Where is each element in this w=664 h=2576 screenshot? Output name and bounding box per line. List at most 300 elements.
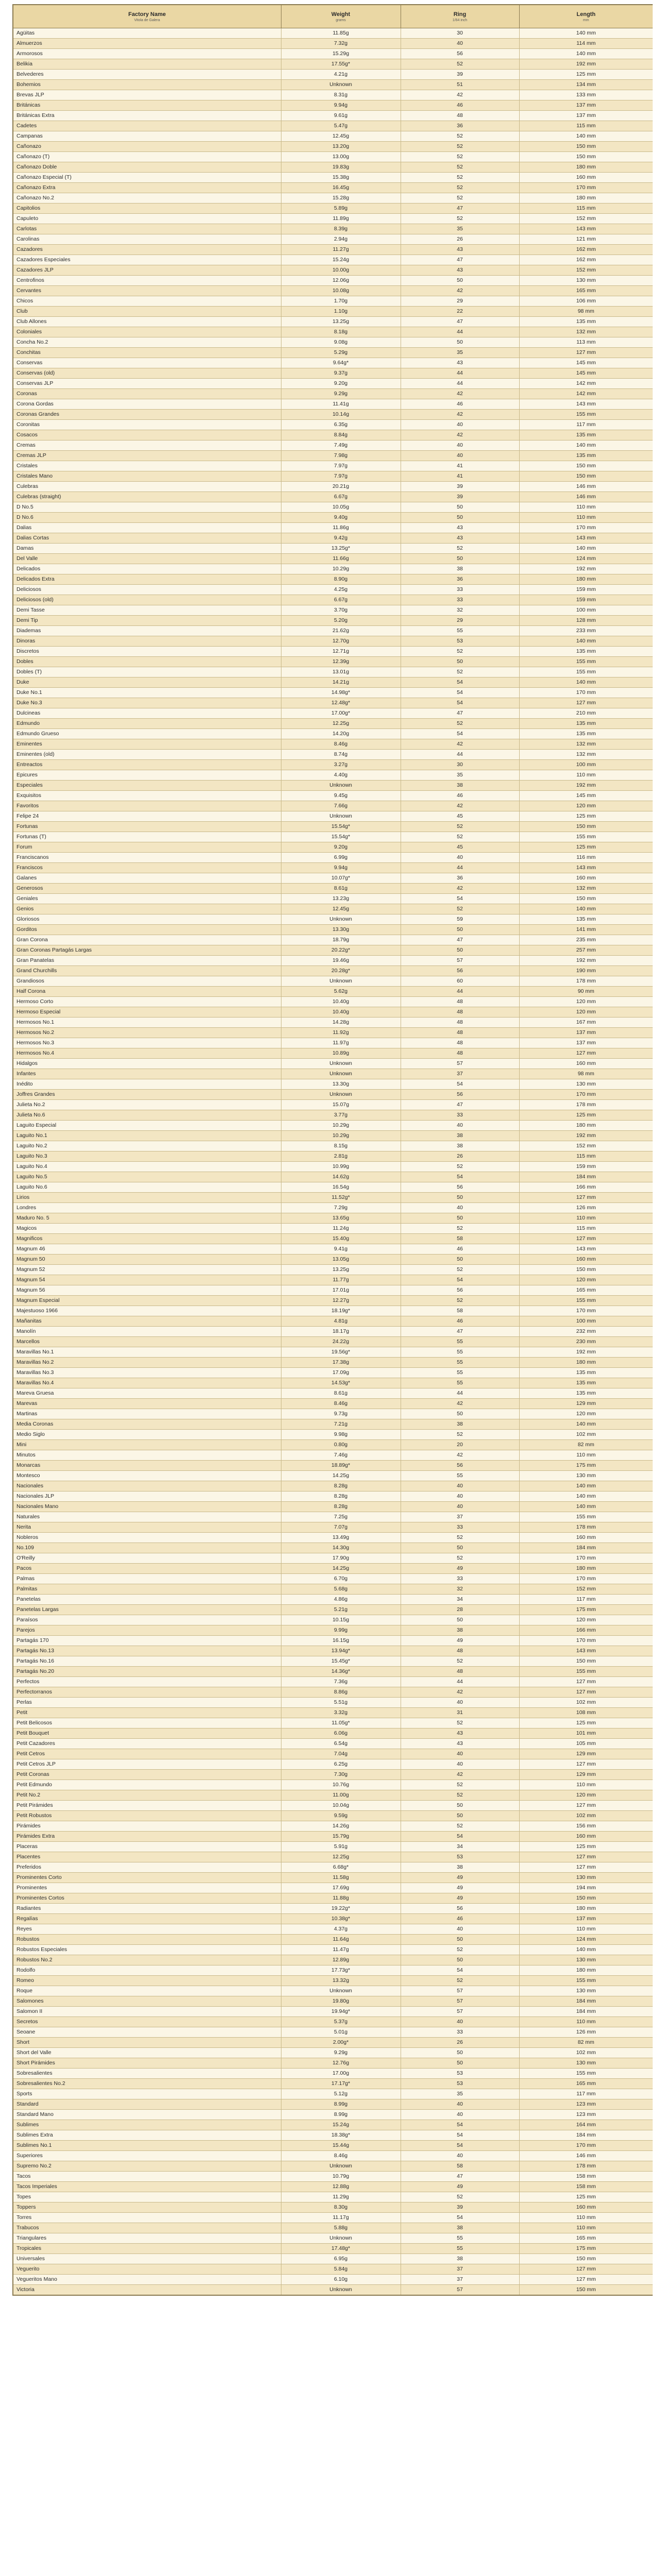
cell-ring: 46	[401, 791, 519, 801]
cell-weight: 19.80g	[281, 1996, 401, 2007]
cell-ring: 56	[401, 966, 519, 976]
cell-length: 155 mm	[519, 1512, 653, 1522]
cell-factory-name: Capuleto	[13, 214, 281, 224]
cell-ring: 42	[401, 884, 519, 894]
table-row	[13, 2254, 653, 2264]
cell-factory-name: Short del Valle	[13, 2048, 281, 2058]
cell-ring: 53	[401, 1852, 519, 1862]
table-row	[13, 1069, 653, 1079]
cell-weight: 21.62g	[281, 626, 401, 636]
table-row	[13, 2141, 653, 2151]
cell-factory-name: Cañonazo Especial (T)	[13, 173, 281, 183]
cell-length: 192 mm	[519, 1347, 653, 1358]
cell-length: 192 mm	[519, 564, 653, 574]
cell-length: 116 mm	[519, 853, 653, 863]
table-row	[13, 1347, 653, 1358]
cell-weight: 8.46g	[281, 2151, 401, 2161]
cell-length: 140 mm	[519, 1492, 653, 1502]
cell-ring: 22	[401, 307, 519, 317]
cell-factory-name: Tacos	[13, 2172, 281, 2182]
cell-factory-name: Laguito No.2	[13, 1141, 281, 1151]
cell-ring: 52	[401, 1553, 519, 1564]
cell-ring: 43	[401, 533, 519, 544]
cell-length: 152 mm	[519, 1141, 653, 1151]
table-row	[13, 2007, 653, 2017]
cell-length: 194 mm	[519, 1883, 653, 1893]
cell-factory-name: Dinoras	[13, 636, 281, 647]
table-row	[13, 471, 653, 482]
cell-factory-name: Pirámides Extra	[13, 1832, 281, 1842]
cell-factory-name: Cañonazo Doble	[13, 162, 281, 173]
cell-ring: 20	[401, 1440, 519, 1450]
cell-ring: 37	[401, 2275, 519, 2285]
cell-weight: 10.40g	[281, 997, 401, 1007]
cell-ring: 33	[401, 2027, 519, 2038]
cell-ring: 50	[401, 1409, 519, 1419]
cell-ring: 52	[401, 719, 519, 729]
table-row	[13, 677, 653, 688]
cell-length: 143 mm	[519, 863, 653, 873]
cell-factory-name: Cervantes	[13, 286, 281, 296]
cell-ring: 52	[401, 183, 519, 193]
cell-factory-name: Julieta No.2	[13, 1100, 281, 1110]
table-row	[13, 420, 653, 430]
cell-factory-name: Radiantes	[13, 1904, 281, 1914]
cell-length: 175 mm	[519, 1461, 653, 1471]
cell-factory-name: Duke No.3	[13, 698, 281, 708]
cell-factory-name: Panetelas Largas	[13, 1605, 281, 1615]
cell-length: 160 mm	[519, 873, 653, 884]
cell-length: 125 mm	[519, 70, 653, 80]
cell-ring: 29	[401, 296, 519, 307]
cell-weight: 12.27g	[281, 1296, 401, 1306]
cell-factory-name: Magnum 52	[13, 1265, 281, 1275]
cell-length: 121 mm	[519, 234, 653, 245]
cell-ring: 32	[401, 1584, 519, 1595]
cell-weight: 11.77g	[281, 1275, 401, 1285]
cell-length: 184 mm	[519, 1172, 653, 1182]
cell-ring: 40	[401, 2017, 519, 2027]
table-row	[13, 1584, 653, 1595]
table-row	[13, 698, 653, 708]
table-row	[13, 1883, 653, 1893]
cell-ring: 54	[401, 698, 519, 708]
cell-length: 100 mm	[519, 760, 653, 770]
cell-factory-name: Lirios	[13, 1193, 281, 1203]
cell-length: 143 mm	[519, 399, 653, 410]
table-row	[13, 1914, 653, 1924]
cell-weight: 13.30g	[281, 1079, 401, 1090]
cell-weight: 16.54g	[281, 1182, 401, 1193]
cell-weight: 7.36g	[281, 1677, 401, 1687]
cell-weight: 13.30g	[281, 925, 401, 935]
cell-factory-name: Galanes	[13, 873, 281, 884]
table-row	[13, 2038, 653, 2048]
cell-weight: Unknown	[281, 1986, 401, 1996]
cell-factory-name: Cristales Mano	[13, 471, 281, 482]
cell-length: 170 mm	[519, 2141, 653, 2151]
cell-ring: 47	[401, 1100, 519, 1110]
table-row	[13, 2172, 653, 2182]
cell-length: 110 mm	[519, 1924, 653, 1935]
vitola-table-container	[12, 4, 653, 2576]
cell-factory-name: O'Reilly	[13, 1553, 281, 1564]
cell-ring: 52	[401, 1656, 519, 1667]
cell-factory-name: Forum	[13, 842, 281, 853]
table-row	[13, 1100, 653, 1110]
cell-factory-name: Palmas	[13, 1574, 281, 1584]
cell-ring: 37	[401, 1069, 519, 1079]
table-row	[13, 410, 653, 420]
cell-length: 137 mm	[519, 1914, 653, 1924]
cell-weight: 20.21g	[281, 482, 401, 492]
table-header	[13, 5, 653, 28]
cell-factory-name: Inédito	[13, 1079, 281, 1090]
cell-weight: 13.23g	[281, 894, 401, 904]
cell-weight: 12.45g	[281, 904, 401, 914]
cell-factory-name: Preferidos	[13, 1862, 281, 1873]
cell-weight: 10.79g	[281, 2172, 401, 2182]
cell-weight: 11.41g	[281, 399, 401, 410]
cell-ring: 52	[401, 544, 519, 554]
cell-factory-name: Salomon II	[13, 2007, 281, 2017]
table-row	[13, 1481, 653, 1492]
cell-weight: 14.36g*	[281, 1667, 401, 1677]
cell-factory-name: Almuerzos	[13, 39, 281, 49]
cell-factory-name: Maduro No. 5	[13, 1213, 281, 1224]
cell-length: 233 mm	[519, 626, 653, 636]
cell-length: 160 mm	[519, 1832, 653, 1842]
cell-weight: Unknown	[281, 976, 401, 987]
cell-length: 170 mm	[519, 1090, 653, 1100]
cell-length: 192 mm	[519, 956, 653, 966]
cell-length: 113 mm	[519, 337, 653, 348]
table-row	[13, 647, 653, 657]
cell-ring: 39	[401, 482, 519, 492]
cell-factory-name: Hermosos No.3	[13, 1038, 281, 1048]
cell-ring: 46	[401, 1244, 519, 1255]
cell-length: 125 mm	[519, 1842, 653, 1852]
cell-length: 152 mm	[519, 214, 653, 224]
cell-factory-name: Torres	[13, 2213, 281, 2223]
cell-weight: 4.86g	[281, 1595, 401, 1605]
cell-factory-name: Coronitas	[13, 420, 281, 430]
cell-factory-name: Felipe 24	[13, 811, 281, 822]
table-row	[13, 183, 653, 193]
cell-ring: 44	[401, 1388, 519, 1399]
cell-factory-name: Franciscos	[13, 863, 281, 873]
cell-factory-name: Standard Mano	[13, 2110, 281, 2120]
cell-ring: 40	[401, 1502, 519, 1512]
cell-length: 135 mm	[519, 451, 653, 461]
cell-weight: 7.46g	[281, 1450, 401, 1461]
cell-weight: 17.09g	[281, 1368, 401, 1378]
table-row	[13, 801, 653, 811]
cell-ring: 39	[401, 2202, 519, 2213]
cell-length: 192 mm	[519, 781, 653, 791]
cell-length: 135 mm	[519, 430, 653, 440]
cell-length: 132 mm	[519, 750, 653, 760]
cell-factory-name: Hermosos No.4	[13, 1048, 281, 1059]
cell-weight: 18.19g*	[281, 1306, 401, 1316]
table-row	[13, 523, 653, 533]
cell-factory-name: Laguito No.4	[13, 1162, 281, 1172]
cell-ring: 55	[401, 1368, 519, 1378]
cell-ring: 47	[401, 204, 519, 214]
cell-length: 117 mm	[519, 1595, 653, 1605]
table-row	[13, 914, 653, 925]
cell-factory-name: Magnificos	[13, 1234, 281, 1244]
table-row	[13, 90, 653, 100]
cell-length: 120 mm	[519, 1007, 653, 1018]
cell-ring: 52	[401, 173, 519, 183]
cell-weight: 10.08g	[281, 286, 401, 296]
cell-factory-name: Hermosos No.1	[13, 1018, 281, 1028]
cell-factory-name: Half Corona	[13, 987, 281, 997]
cell-ring: 50	[401, 945, 519, 956]
cell-ring: 50	[401, 337, 519, 348]
cell-factory-name: Partagás No.20	[13, 1667, 281, 1677]
table-row	[13, 1285, 653, 1296]
table-row	[13, 2285, 653, 2296]
cell-length: 140 mm	[519, 1502, 653, 1512]
cell-ring: 54	[401, 1172, 519, 1182]
table-row	[13, 842, 653, 853]
cell-length: 125 mm	[519, 1110, 653, 1121]
table-row	[13, 430, 653, 440]
cell-ring: 38	[401, 564, 519, 574]
cell-ring: 52	[401, 1945, 519, 1955]
table-row	[13, 811, 653, 822]
cell-weight: 10.38g*	[281, 1914, 401, 1924]
table-row	[13, 1121, 653, 1131]
cell-length: 130 mm	[519, 1471, 653, 1481]
cell-factory-name: Delicados	[13, 564, 281, 574]
cell-factory-name: Conservas (old)	[13, 368, 281, 379]
cell-weight: 10.40g	[281, 1007, 401, 1018]
cell-weight: 7.98g	[281, 451, 401, 461]
cell-weight: 11.64g	[281, 1935, 401, 1945]
table-row	[13, 739, 653, 750]
cell-factory-name: Mañanitas	[13, 1316, 281, 1327]
cell-length: 110 mm	[519, 513, 653, 523]
cell-ring: 49	[401, 1873, 519, 1883]
cell-length: 127 mm	[519, 1759, 653, 1770]
header-row	[13, 5, 653, 28]
cell-weight: 7.07g	[281, 1522, 401, 1533]
cell-ring: 46	[401, 1914, 519, 1924]
cell-length: 162 mm	[519, 245, 653, 255]
cell-factory-name: Magnum 54	[13, 1275, 281, 1285]
cell-factory-name: Coronas	[13, 389, 281, 399]
cell-factory-name: Belikia	[13, 59, 281, 70]
table-row	[13, 1090, 653, 1100]
table-row	[13, 296, 653, 307]
cell-weight: 6.68g*	[281, 1862, 401, 1873]
cell-length: 146 mm	[519, 482, 653, 492]
table-row	[13, 327, 653, 337]
cell-weight: 17.17g*	[281, 2079, 401, 2089]
cell-factory-name: Medio Siglo	[13, 1430, 281, 1440]
cell-ring: 52	[401, 162, 519, 173]
cell-ring: 52	[401, 1224, 519, 1234]
cell-ring: 38	[401, 781, 519, 791]
cell-ring: 55	[401, 1358, 519, 1368]
cell-length: 127 mm	[519, 1687, 653, 1698]
cell-weight: 9.64g*	[281, 358, 401, 368]
cell-weight: 17.38g	[281, 1358, 401, 1368]
cell-length: 155 mm	[519, 1667, 653, 1677]
table-row	[13, 214, 653, 224]
table-row	[13, 945, 653, 956]
cell-factory-name: Cristales	[13, 461, 281, 471]
cell-weight: 14.53g*	[281, 1378, 401, 1388]
table-row	[13, 1244, 653, 1255]
cell-weight: 10.00g	[281, 265, 401, 276]
cell-weight: 14.98g*	[281, 688, 401, 698]
cell-weight: 12.76g	[281, 2058, 401, 2069]
cell-ring: 42	[401, 801, 519, 811]
cell-factory-name: Panetelas	[13, 1595, 281, 1605]
cell-ring: 47	[401, 317, 519, 327]
cell-weight: 10.15g	[281, 1615, 401, 1625]
cell-weight: 17.00g*	[281, 708, 401, 719]
cell-ring: 46	[401, 1316, 519, 1327]
cell-length: 130 mm	[519, 2058, 653, 2069]
cell-ring: 54	[401, 1079, 519, 1090]
cell-weight: 7.32g	[281, 39, 401, 49]
table-row	[13, 245, 653, 255]
cell-factory-name: Petit Robustos	[13, 1811, 281, 1821]
cell-length: 135 mm	[519, 719, 653, 729]
table-row	[13, 70, 653, 80]
cell-length: 141 mm	[519, 925, 653, 935]
cell-weight: 1.70g	[281, 296, 401, 307]
table-row	[13, 1368, 653, 1378]
cell-ring: 50	[401, 1213, 519, 1224]
cell-factory-name: Perfectorranos	[13, 1687, 281, 1698]
cell-factory-name: Cañonazo No.2	[13, 193, 281, 204]
cell-weight: 10.04g	[281, 1801, 401, 1811]
cell-factory-name: Culebras	[13, 482, 281, 492]
cell-ring: 51	[401, 80, 519, 90]
cell-ring: 48	[401, 1028, 519, 1038]
cell-factory-name: Partagás No.13	[13, 1646, 281, 1656]
table-row	[13, 832, 653, 842]
cell-weight: 19.22g*	[281, 1904, 401, 1914]
cell-ring: 54	[401, 1275, 519, 1285]
table-row	[13, 1028, 653, 1038]
cell-length: 102 mm	[519, 1430, 653, 1440]
table-row	[13, 966, 653, 976]
cell-factory-name: Laguito No.1	[13, 1131, 281, 1141]
table-row	[13, 1646, 653, 1656]
table-row	[13, 348, 653, 358]
cell-weight: 5.68g	[281, 1584, 401, 1595]
table-row	[13, 719, 653, 729]
cell-ring: 57	[401, 2285, 519, 2296]
cell-weight: 14.28g	[281, 1018, 401, 1028]
cell-ring: 52	[401, 1533, 519, 1543]
cell-factory-name: Grandiosos	[13, 976, 281, 987]
cell-ring: 52	[401, 904, 519, 914]
cell-length: 180 mm	[519, 1358, 653, 1368]
cell-length: 110 mm	[519, 2213, 653, 2223]
cell-factory-name: D No.6	[13, 513, 281, 523]
cell-ring: 50	[401, 1955, 519, 1965]
cell-ring: 48	[401, 1007, 519, 1018]
cell-weight: 8.99g	[281, 2110, 401, 2120]
table-row	[13, 2058, 653, 2069]
cell-length: 124 mm	[519, 554, 653, 564]
cell-factory-name: Londres	[13, 1203, 281, 1213]
table-row	[13, 2275, 653, 2285]
cell-factory-name: Palmitas	[13, 1584, 281, 1595]
cell-weight: 7.97g	[281, 461, 401, 471]
cell-weight: 10.99g	[281, 1162, 401, 1172]
table-row	[13, 1625, 653, 1636]
cell-ring: 36	[401, 121, 519, 131]
cell-weight: 2.81g	[281, 1151, 401, 1162]
cell-ring: 38	[401, 1625, 519, 1636]
table-row	[13, 1945, 653, 1955]
cell-factory-name: Hermoso Corto	[13, 997, 281, 1007]
cell-ring: 50	[401, 925, 519, 935]
cell-ring: 58	[401, 2161, 519, 2172]
cell-factory-name: Triangulares	[13, 2233, 281, 2244]
cell-factory-name: Favoritos	[13, 801, 281, 811]
cell-length: 145 mm	[519, 358, 653, 368]
table-row	[13, 2027, 653, 2038]
cell-length: 150 mm	[519, 152, 653, 162]
cell-length: 140 mm	[519, 1481, 653, 1492]
table-row	[13, 1749, 653, 1759]
cell-factory-name: Dalias Cortas	[13, 533, 281, 544]
cell-factory-name: No.109	[13, 1543, 281, 1553]
cell-length: 126 mm	[519, 1203, 653, 1213]
cell-ring: 35	[401, 348, 519, 358]
cell-weight: 17.01g	[281, 1285, 401, 1296]
cell-factory-name: Prominentes Corto	[13, 1873, 281, 1883]
cell-length: 115 mm	[519, 1224, 653, 1234]
cell-length: 101 mm	[519, 1728, 653, 1739]
cell-weight: 5.84g	[281, 2264, 401, 2275]
cell-weight: 4.21g	[281, 70, 401, 80]
cell-factory-name: Paraísos	[13, 1615, 281, 1625]
cell-ring: 60	[401, 976, 519, 987]
cell-factory-name: Universales	[13, 2254, 281, 2264]
cell-ring: 34	[401, 1842, 519, 1852]
cell-weight: 15.38g	[281, 173, 401, 183]
table-row	[13, 1275, 653, 1285]
table-row	[13, 1007, 653, 1018]
cell-weight: 8.84g	[281, 430, 401, 440]
cell-ring: 54	[401, 2213, 519, 2223]
cell-length: 102 mm	[519, 1811, 653, 1821]
table-row	[13, 1203, 653, 1213]
table-row	[13, 1687, 653, 1698]
cell-length: 127 mm	[519, 698, 653, 708]
table-row	[13, 80, 653, 90]
table-row	[13, 935, 653, 945]
cell-weight: 2.00g*	[281, 2038, 401, 2048]
cell-ring: 55	[401, 2244, 519, 2254]
cell-length: 150 mm	[519, 1656, 653, 1667]
cell-factory-name: Carlotas	[13, 224, 281, 234]
cell-weight: 17.00g	[281, 2069, 401, 2079]
cell-ring: 52	[401, 152, 519, 162]
cell-length: 178 mm	[519, 1100, 653, 1110]
